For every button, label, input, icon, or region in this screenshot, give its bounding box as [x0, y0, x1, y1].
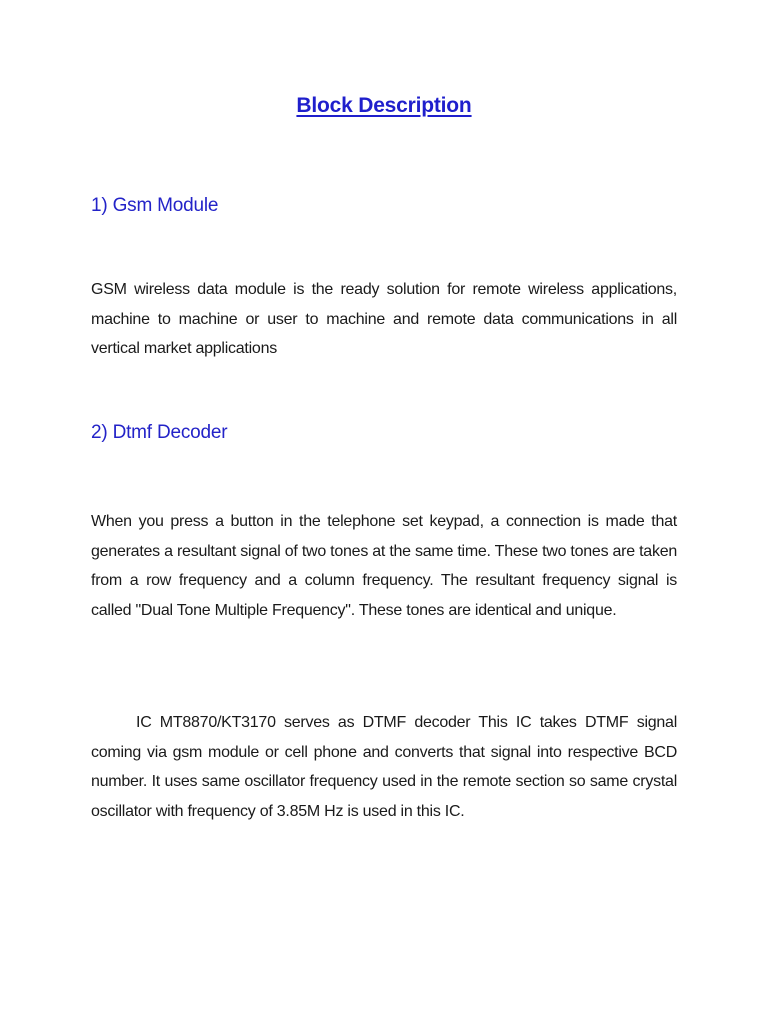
- document-title-text: Block Description: [296, 94, 472, 117]
- document-title: [0, 94, 768, 118]
- section-heading-dtmf-decoder: 2) Dtmf Decoder: [91, 422, 228, 443]
- paragraph-dtmf-ic: IC MT8870/KT3170 serves as DTMF decoder This IC takes DTMF signal coming via gsm module or cell phone and converts that signal into respective BCD number. It uses same oscillator frequency used in the remote section so same crystal oscillator with frequency of 3.85M Hz is used in this IC.: [91, 714, 677, 820]
- paragraph-gsm-module: GSM wireless data module is the ready solution for remote wireless applications, machine to machine or user to machine and remote data communications in all vertical market applications: [91, 281, 677, 358]
- paragraph-dtmf-tones: When you press a button in the telephone set keypad, a connection is made that generates a resultant signal of two tones at the same time. These two tones are taken from a row frequency and a column frequency. The resultant frequency signal is called "Dual Tone Multiple Frequency". These tones are identical and unique.: [91, 513, 677, 619]
- section-heading-gsm-module: 1) Gsm Module: [91, 195, 219, 216]
